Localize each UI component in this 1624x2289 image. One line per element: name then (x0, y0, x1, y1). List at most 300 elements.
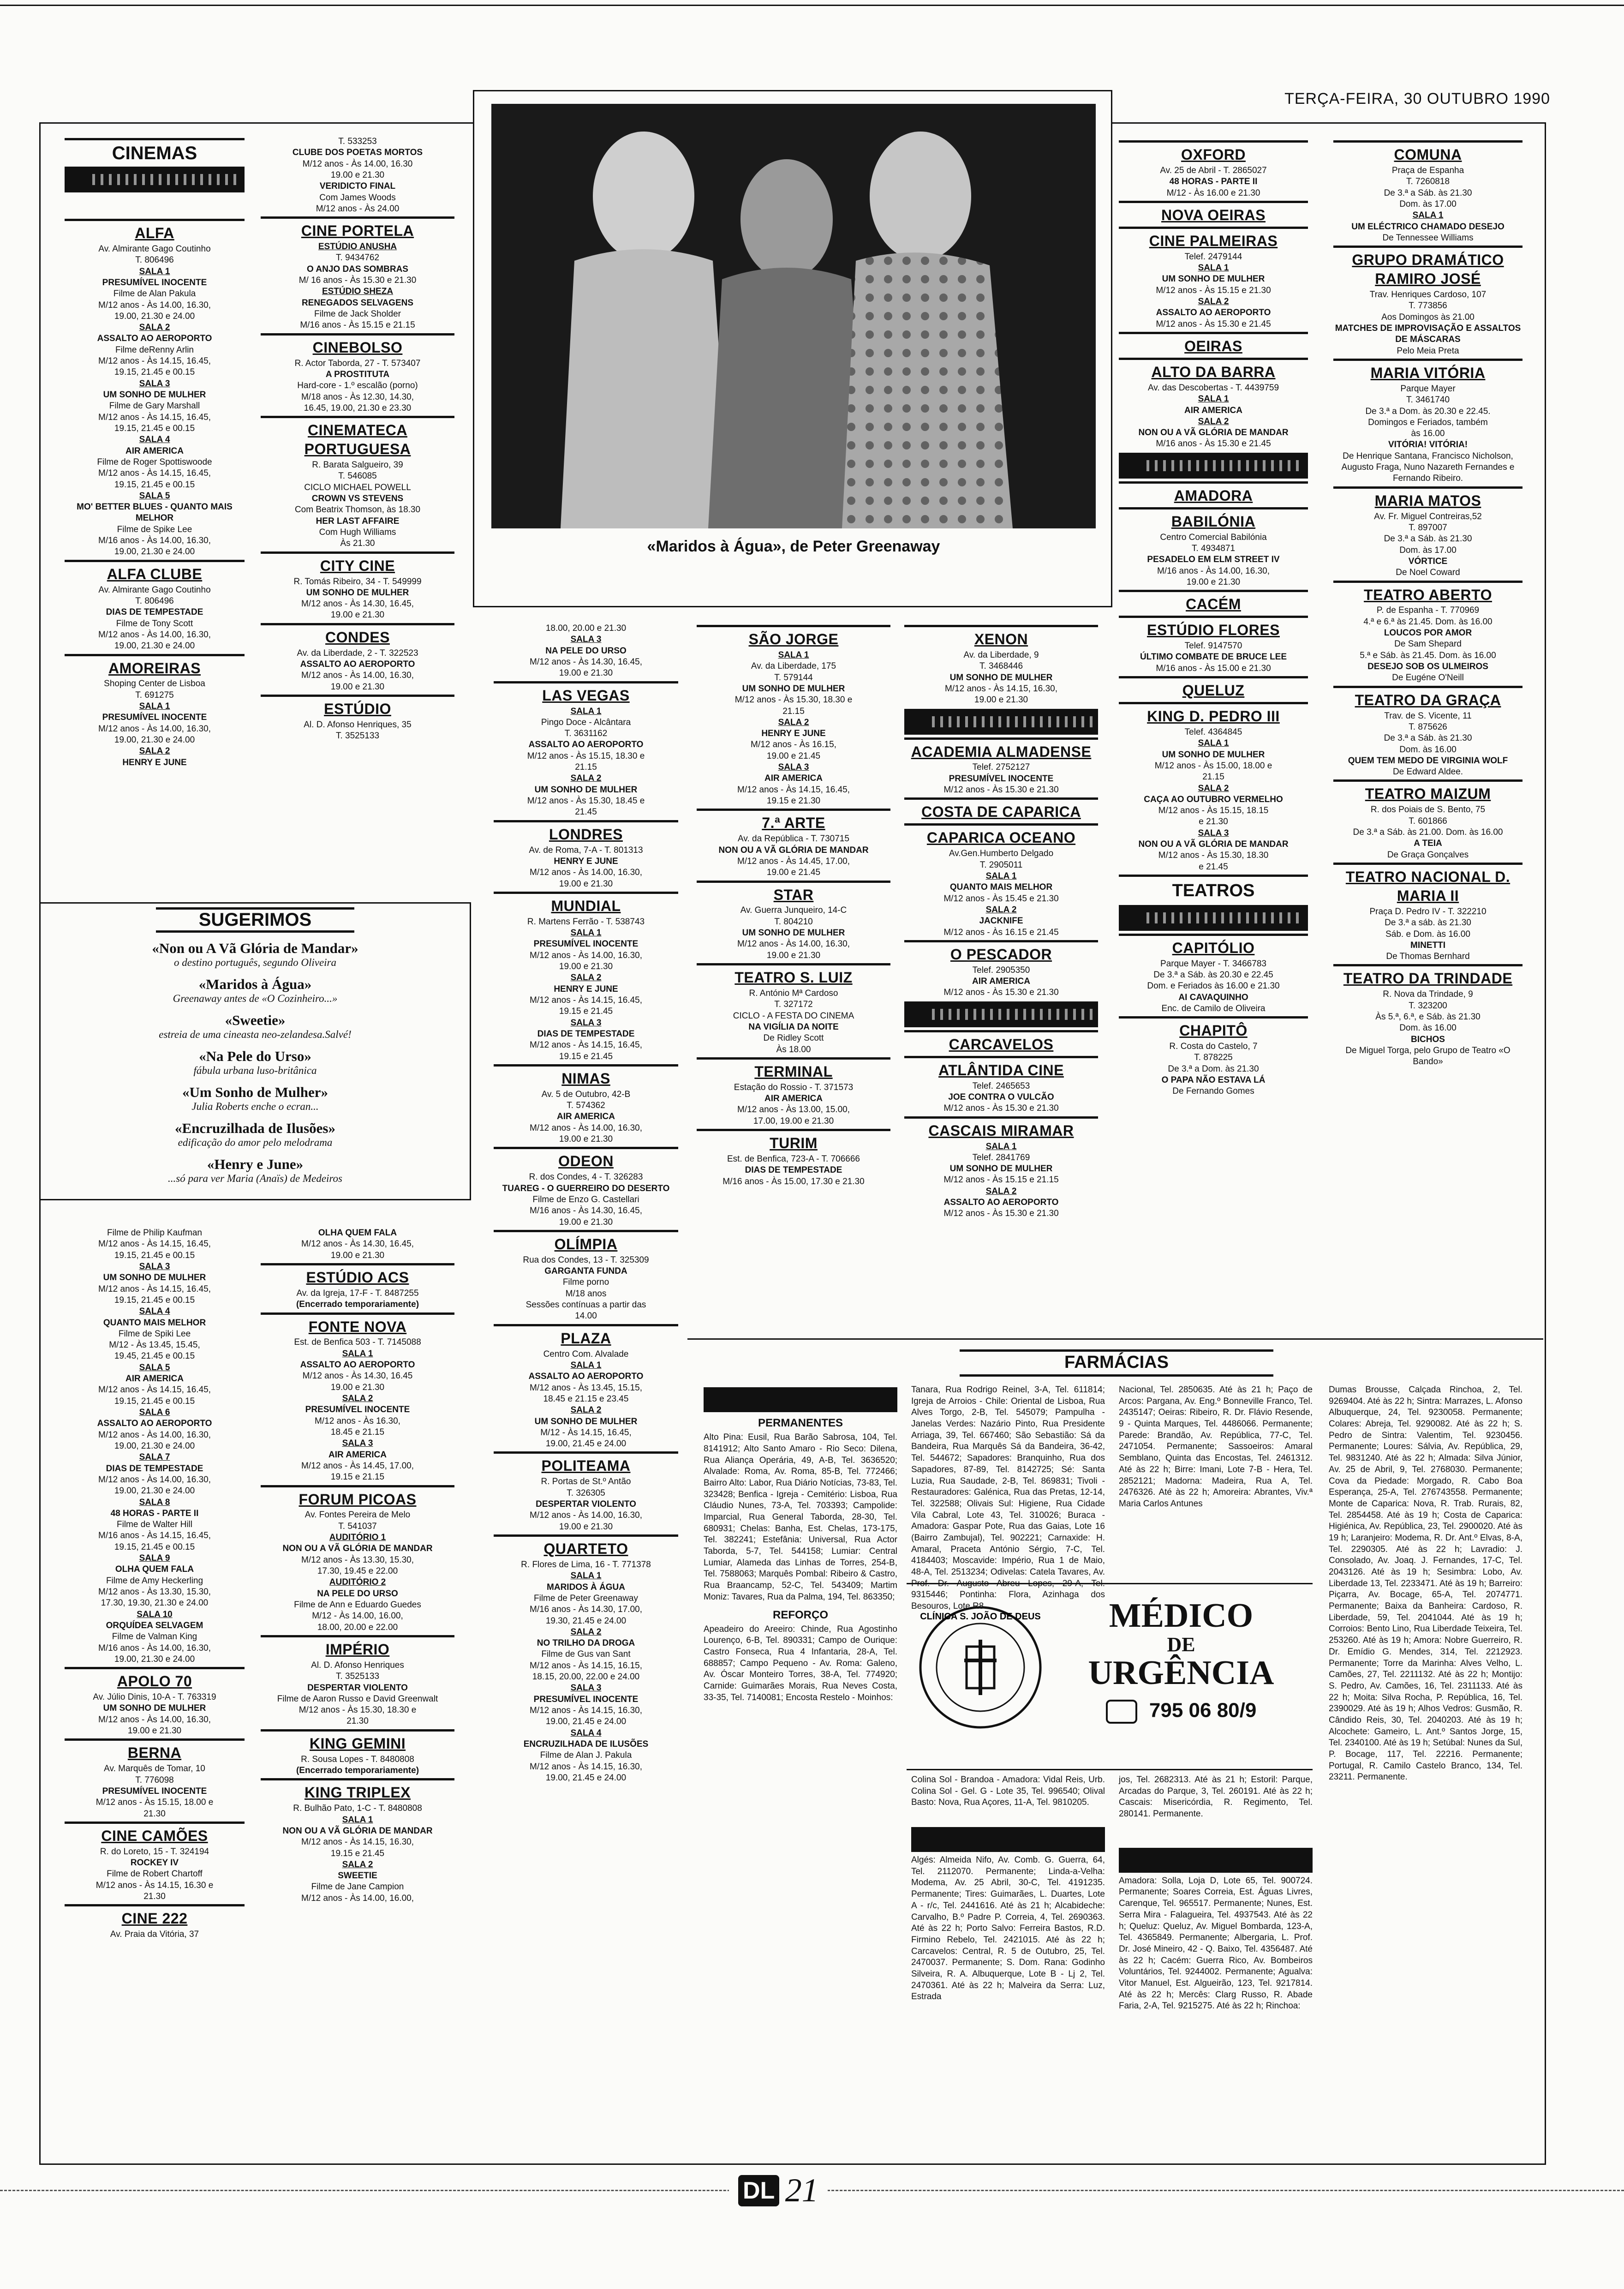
listing-detail: 19.15, 21.45 e 00.15 (114, 423, 195, 433)
title-text: AIR AMERICA (328, 1450, 387, 1460)
title-text: ÚLTIMO COMBATE DE BRUCE LEE (1140, 652, 1287, 662)
listing-detail: R. do Loreto, 15 - T. 324194 (100, 1846, 209, 1857)
venue-rule (261, 1312, 454, 1315)
listing-detail: Filme de Tony Scott (116, 618, 193, 629)
title-text: NON OU A VÃ GLÓRIA DE MANDAR (1138, 839, 1289, 850)
title-text: VERIDICTO FINAL (319, 181, 396, 192)
venue-name: TEATRO DA GRAÇA (1355, 691, 1501, 708)
venue-name: SÃO JORGE (748, 631, 839, 647)
listing-detail: Av. da Igreja, 17-F - T. 8487255 (296, 1288, 419, 1298)
title-text: NON OU A VÃ GLÓRIA DE MANDAR (1138, 428, 1289, 438)
venue-name: TURIM (770, 1135, 818, 1152)
listing-detail: M/12 anos - Às 14.00, 16.30, (530, 1123, 642, 1133)
room-label: SALA 2 (1198, 297, 1229, 307)
listing-detail: Av. da Liberdade, 9 (963, 650, 1039, 660)
title-text: DESEJO SOB OS ULMEIROS (1367, 662, 1488, 672)
cinema-column-7 (1333, 138, 1522, 1334)
listing-detail: M/12 anos - Às 15.15 e 21.15 (943, 1175, 1059, 1185)
venue-rule (261, 1635, 454, 1637)
listing-detail: De Tennessee Williams (1382, 233, 1474, 243)
title-text: ASSALTO AO AEROPORTO (528, 1372, 644, 1382)
venue-rule (65, 1822, 245, 1824)
sugerimos-box (39, 902, 471, 1200)
listing-detail: 19.00, 21.45 e 24.00 (545, 1439, 627, 1449)
listing-detail: M/12 anos - Às 24.00 (316, 204, 400, 214)
venue-rule (65, 1738, 245, 1741)
venue-name: KING GEMINI (309, 1735, 406, 1752)
listing-detail: M/12 anos - Às 14.00, 16.30, (98, 1714, 211, 1725)
venue-name: TEATRO NACIONAL D. MARIA II (1345, 869, 1511, 904)
title-text: NON OU A VÃ GLÓRIA DE MANDAR (282, 1544, 433, 1554)
sugerimos-title: SUGERIMOS (156, 907, 354, 933)
room-label: SALA 1 (1412, 210, 1444, 221)
listing-detail: M/12 anos - Às 15.30, 18.30 e (734, 695, 853, 705)
title-text: NA VIGÍLIA DA NOITE (748, 1022, 839, 1032)
venue-rule (65, 1904, 245, 1906)
venue-name: AMADORA (1174, 487, 1253, 504)
pharmacy-text-7: Algés: Almeida Nifo, Av. Comb. G. Guerra, 64, Tel. 2112070. Permanente; Linda-a-Velha: Modema, Av. 25 Abril, 30-C, Tel. 4191235. Permanente; Tires: Guimarães, L. Duartes, Lote A - r/c, Tel. 2441616. Até às 21 h; Alcabideche: Carvalho, B.º Padre P. Correia, 4, Tel. 2690363. Até às 22 h; Porto Salvo: Ferreira Bastos, R.D. Firmino Rebelo, Tel. 2421015. Até às 22 h; Carcavelos: Central, R. 5 de Outubro, 25, Tel. 2470037. Permanente; S. Dom. Rana: Godinho Silveira, R. A. Albuquerque, Lote B - Lj 2, Tel. 2470361. Até às 22 h; Malveira da Serra: Luz, Estrada (911, 1855, 1105, 2002)
title-text: CAÇA AO OUTUBRO VERMELHO (1144, 794, 1283, 804)
farmacias-header (960, 1348, 1273, 1378)
listing-detail: M/12 - Às 13.45, 15.45, (109, 1340, 200, 1350)
listing-detail: Domingos e Feriados, também (1368, 417, 1488, 427)
title-text: AIR AMERICA (125, 446, 184, 456)
venue-name: ACADEMIA ALMADENSE (911, 743, 1092, 760)
listing-detail: Al. D. Afonso Henriques, 35 (304, 719, 412, 730)
listing-detail: Enc. de Camilo de Oliveira (1161, 1003, 1266, 1013)
room-label: SALA 2 (570, 973, 602, 983)
listing-detail: M/12 anos - Às 14.00, 16.30, (98, 1474, 211, 1485)
listing-detail: 19.00 e 21.30 (330, 1250, 385, 1260)
listing-detail: R. Portas de St.º Antão (541, 1477, 631, 1487)
title-text: QUEM TEM MEDO DE VIRGINIA WOLF (1348, 755, 1508, 766)
title-text: NA PELE DO URSO (317, 1588, 398, 1599)
room-label: SALA 3 (570, 1683, 602, 1693)
listing-detail: CICLO - A FESTA DO CINEMA (733, 1011, 854, 1021)
title-text: (Encerrado temporariamente) (296, 1300, 419, 1310)
venue-rule (494, 1064, 678, 1067)
listing-detail: R. dos Poiais de S. Bento, 75 (1370, 805, 1486, 815)
listing-detail: T. 579144 (774, 672, 813, 683)
venue-rule (697, 963, 890, 965)
title-text: HER LAST AFFAIRE (316, 516, 400, 526)
listing-detail: 17.00, 19.00 e 21.30 (753, 1116, 834, 1126)
listing-detail: T. 776098 (135, 1775, 174, 1785)
venue-rule (261, 1263, 454, 1265)
venue-name: TEATRO DA TRINDADE (1343, 970, 1513, 987)
listing-detail: M/12 anos - Às 15.30, 18.30 (1158, 851, 1269, 861)
venue-rule (494, 892, 678, 894)
listing-detail: M/12 anos - Às 14.45, 17.00, (737, 856, 850, 866)
listing-detail: Sessões contínuas a partir das (525, 1300, 646, 1310)
title-text: MATCHES DE IMPROVISAÇÃO E ASSALTOS DE MÁSCARAS (1335, 323, 1523, 345)
listing-detail: Filme de Peter Greenaway (534, 1593, 638, 1603)
room-label: SALA 1 (342, 1815, 373, 1825)
title-text: ASSALTO AO AEROPORTO (300, 659, 415, 670)
title-text: VITÓRIA! VITÓRIA! (1388, 440, 1468, 450)
title-text: QUANTO MAIS MELHOR (949, 882, 1053, 893)
pharmacy-bar-2 (911, 1827, 1105, 1852)
room-label: SALA 3 (342, 1438, 373, 1449)
listing-detail: T. 533253 (338, 137, 377, 146)
listing-detail: 19.00, 21.30 e 24.00 (114, 1486, 195, 1496)
listing-detail: 21.15 (575, 762, 597, 773)
listing-detail: T. 323200 (1409, 1001, 1447, 1011)
venue-name: CINE CAMÕES (101, 1827, 208, 1844)
venue-name: CONDES (325, 629, 390, 646)
title-text: VÓRTICE (1408, 556, 1448, 566)
listing-detail: Filme de Roger Spottiswoode (97, 457, 212, 467)
title-text: NON OU A VÃ GLÓRIA DE MANDAR (282, 1826, 433, 1836)
title-text: GARGANTA FUNDA (544, 1266, 627, 1276)
listing-detail: 17.30, 19.30, 21.30 e 24.00 (101, 1598, 209, 1608)
venue-name: COSTA DE CAPARICA (921, 803, 1081, 821)
listing-detail: Shoping Center de Lisboa (104, 679, 205, 689)
title-text: DIAS DE TEMPESTADE (537, 1029, 635, 1039)
listing-detail: 19.00, 21.30 e 24.00 (114, 311, 195, 321)
venue-rule (904, 797, 1098, 800)
venue-rule (261, 623, 454, 625)
venue-name: OXFORD (1181, 146, 1246, 163)
listing-detail: T. 541037 (338, 1521, 377, 1531)
pharmacy-col-3 (1119, 1384, 1313, 1578)
listing-detail: 21.15 (1202, 772, 1224, 782)
title-text: UM SONHO DE MULHER (534, 785, 638, 795)
venue-rule (261, 1729, 454, 1732)
venue-name: ALFA CLUBE (107, 565, 203, 582)
title-text: BICHOS (1411, 1034, 1445, 1044)
venue-name: MARIA MATOS (1374, 492, 1481, 509)
venue-rule (1333, 486, 1522, 489)
listing-detail: Dom. às 17.00 (1399, 199, 1457, 209)
title-text: PRESUMÍVEL INOCENTE (305, 1405, 410, 1415)
listing-detail: CICLO MICHAEL POWELL (304, 482, 411, 492)
listing-detail: M/12 anos - Às 14.30, 16.45, (301, 1239, 414, 1249)
listing-detail: Pelo Meia Preta (1397, 346, 1459, 356)
room-label: SALA 1 (1198, 738, 1229, 749)
listing-detail: 19.00 e 21.30 (330, 682, 385, 692)
venue-rule (904, 737, 1098, 740)
room-label: SALA 2 (1198, 416, 1229, 426)
section-bar (904, 1001, 1098, 1027)
listing-detail: M/12 - Às 14.00, 16.00, (312, 1611, 403, 1621)
listing-detail: T. 773856 (1409, 301, 1447, 311)
listing-detail: De 3.ª a Sáb. às 21.30 (1384, 534, 1472, 544)
listing-detail: Estação do Rossio - T. 371573 (734, 1082, 854, 1092)
pharmacy-col-2b (911, 1774, 1105, 2144)
venue-rule (904, 940, 1098, 942)
room-label: SALA 4 (570, 1728, 602, 1738)
listing-detail: Sáb. e Dom. às 16.00 (1385, 929, 1470, 939)
listing-detail: M/12 anos - Às 15.30, 18.30 e (299, 1705, 417, 1715)
listing-detail: Rua dos Condes, 13 - T. 325309 (523, 1255, 649, 1265)
listing-detail: Filme de Jane Campion (311, 1882, 404, 1892)
listing-detail: 21.30 (346, 1716, 369, 1726)
venue-rule (904, 1056, 1098, 1058)
listing-detail: R. dos Condes, 4 - T. 326283 (529, 1172, 643, 1182)
film-still-figures (491, 104, 1096, 528)
listing-detail: Filme de Alan J. Pakula (540, 1750, 632, 1761)
listing-detail: De Graça Gonçalves (1387, 850, 1469, 860)
medico-phone: 795 06 80/9 (1149, 1699, 1257, 1722)
title-text: UM SONHO DE MULHER (949, 672, 1053, 683)
venue-name: LONDRES (549, 826, 623, 843)
listing-detail: Filme de Amy Heckerling (106, 1576, 203, 1586)
venue-name: 7.ª ARTE (762, 815, 825, 832)
venue-rule (494, 1324, 678, 1326)
venue-rule (1333, 581, 1522, 583)
listing-detail: 19.00 e 21.30 (559, 962, 613, 972)
title-text: DIAS DE TEMPESTADE (106, 1463, 203, 1474)
medico-line-3: URGÊNCIA (1088, 1654, 1274, 1692)
footer-logo: DL (738, 2175, 779, 2206)
listing-detail: R. Barata Salgueiro, 39 (312, 460, 403, 470)
listing-detail: 19.00, 21.30 e 24.00 (114, 1441, 195, 1451)
venue-rule (697, 881, 890, 883)
listing-detail: M/12 anos - Às 15.30 e 21.30 (943, 988, 1059, 998)
listing-detail: M/18 anos - Às 12.30, 14.30, (301, 392, 414, 402)
listing-detail: 19.15 e 21.45 (559, 1051, 613, 1061)
venue-name: ALFA (135, 225, 174, 241)
listing-detail: T. 7260818 (1406, 177, 1450, 187)
venue-rule (1119, 934, 1308, 936)
listing-detail: Filme de Aaron Russo e David Greenwalt (277, 1694, 438, 1704)
venue-rule (1119, 590, 1308, 592)
room-label: SALA 3 (1198, 828, 1229, 838)
room-label: SALA 1 (1198, 394, 1229, 404)
listing-detail: Filme de Walter Hill (117, 1520, 192, 1530)
listing-detail: Av. Praia da Vitória, 37 (110, 1929, 199, 1940)
venue-rule (1119, 676, 1308, 678)
cinema-column-1b (65, 1228, 245, 2141)
venue-rule (261, 416, 454, 418)
listing-detail: 19.15 e 21.15 (330, 1472, 385, 1482)
listing-detail: T. 4934871 (1191, 543, 1236, 553)
page-date: TERÇA-FEIRA, 30 OUTUBRO 1990 (1284, 90, 1550, 108)
listing-detail: M/16 anos - Às 14.30, 17.00, (530, 1605, 642, 1615)
listing-detail: M/16 anos - Às 15.00 e 21.30 (1156, 663, 1271, 673)
venue-name: APOLO 70 (117, 1673, 192, 1690)
listing-detail: M/12 anos - Às 14.15, 16.30, (530, 1762, 642, 1772)
venue-name: AMOREIRAS (108, 659, 201, 677)
listing-detail: M/12 anos - Às 14.15, 16.45, (98, 468, 211, 479)
title-text: UM SONHO DE MULHER (103, 390, 206, 400)
listing-detail: R. Bulhão Pato, 1-C - T. 8480808 (293, 1804, 422, 1814)
cinemas-title: CINEMAS (112, 143, 197, 163)
title-text: O PAPA NÃO ESTAVA LÁ (1161, 1075, 1266, 1085)
listing-detail: 19.00 e 21.45 (766, 868, 821, 878)
listing-detail: T. 574362 (567, 1101, 605, 1111)
listing-detail: M/12 anos - Às 14.00, 16.30, (530, 868, 642, 878)
listing-detail: M/12 anos - Às 14.00, 16.30, (530, 950, 642, 960)
listing-detail: 18.45 e 21.15 e 23.45 (543, 1394, 629, 1404)
listing-detail: De Thomas Bernhard (1386, 952, 1470, 962)
venue-rule (261, 1778, 454, 1780)
venue-name: NOVA OEIRAS (1161, 206, 1266, 223)
room-label: SALA 2 (570, 1627, 602, 1637)
listing-detail: 19.00, 21.30 e 24.00 (114, 547, 195, 557)
listing-detail: e 21.45 (1199, 862, 1228, 872)
listing-detail: Trav. de S. Vicente, 11 (1384, 711, 1472, 721)
cinema-column-3 (494, 623, 678, 2141)
title-text: ASSALTO AO AEROPORTO (943, 1198, 1059, 1208)
room-label: SALA 5 (139, 491, 170, 501)
title-text: LOUCOS POR AMOR (1384, 628, 1472, 638)
listing-detail: Filme de Gary Marshall (109, 401, 200, 411)
listing-detail: Av. da República - T. 730715 (738, 834, 849, 844)
listing-detail: 19.00 e 21.30 (330, 1382, 385, 1392)
title-text: O ANJO DAS SOMBRAS (307, 264, 408, 274)
listing-detail: De Ridley Scott (763, 1033, 824, 1043)
title-text: PRESUMÍVEL INOCENTE (949, 773, 1054, 784)
listing-detail: T. 804210 (774, 917, 813, 927)
listing-detail: Com Hugh Williams (319, 527, 396, 537)
room-label: SALA 6 (139, 1408, 170, 1417)
venue-name: ODEON (558, 1153, 614, 1170)
pharmacy-text-6: jos, Tel. 2682313. Até às 21 h; Estoril: Parque, Arcadas do Parque, 3, Tel. 260191. Até às 22 h; Cascais: Misericórdia, R. Regimento, Tel. 280141. Permanente. (1119, 1775, 1313, 1819)
room-label: SALA 1 (342, 1348, 373, 1359)
listing-detail: Telef. 2465653 (972, 1081, 1030, 1091)
title-text: PRESUMÍVEL INOCENTE (102, 713, 207, 723)
listing-detail: Dom. às 16.00 (1399, 1023, 1457, 1033)
venue-name: CAPARICA OCEANO (926, 829, 1076, 846)
pharmacy-text-3: Nacional, Tel. 2850635. Até às 21 h; Paço de Arcos: Pargana, Av. Eng.º Bonneville Franco, Tel. 2435147; Oeiras: Ribeiro, R. Dr. Flávio Resende, 9 - Quinta Marques, Tel. 4486066. Permanente; Parede: Brandão, Av. República, 77-C, Tel. 2471054. Permanente; Sassoeiros: Amaral Semblano, Quinta das Encostas, Tel. 2461312. Até às 22 h; Birre: Imani, Lote 7-B - Hera, Tel. 2852121; Madorna: Madeira, Rua A, Tel. 2476326. Até às 22 h; Amoreira: Abrantes, Viv.ª Maria Carlos Antunes (1119, 1385, 1313, 1509)
room-label: SALA 1 (570, 1571, 602, 1581)
title-text: UM SONHO DE MULHER (1162, 274, 1265, 284)
listing-detail: 19.00, 21.30 e 24.00 (114, 735, 195, 745)
listing-detail: Aos Domingos às 21.00 (1381, 312, 1475, 322)
suggestion-description: o destino português, segundo Oliveira (174, 957, 336, 968)
venue-rule (1119, 1016, 1308, 1019)
venue-name: FONTE NOVA (308, 1318, 407, 1335)
venue-rule (261, 333, 454, 336)
listing-detail: M/16 anos - Às 15.30 e 21.45 (1156, 439, 1271, 449)
listing-detail: M/12 anos - Às 14.15, 16.45, (98, 412, 211, 422)
cinema-column-1 (65, 217, 245, 872)
listing-detail: M/12 anos - Às 14.00, 16.30, (98, 300, 211, 310)
venue-rule (904, 823, 1098, 826)
clinic-seal-logo (916, 1603, 1045, 1732)
listing-detail: 19.00 e 21.30 (559, 1217, 613, 1227)
title-text: MO' BETTER BLUES - QUANTO MAIS MELHOR (77, 502, 235, 523)
listing-detail: Av. Almirante Gago Coutinho (98, 585, 211, 595)
title-text: JOE CONTRA O VULCÃO (948, 1092, 1054, 1102)
listing-detail: Parque Mayer - T. 3466783 (1160, 959, 1266, 969)
section-bar (904, 709, 1098, 735)
listing-detail: De 3.ª a Dom. às 21.30 (1168, 1064, 1259, 1074)
pharmacy-bar-3 (1119, 1848, 1313, 1873)
top-rule (0, 5, 1624, 6)
listing-detail: M/12 anos - Às 14.00, 16.00, (301, 1893, 414, 1903)
listing-detail: De Miguel Torga, pelo Grupo de Teatro «O Bando» (1345, 1045, 1513, 1067)
listing-detail: M/12 anos - Às 14.15, 16.45, (98, 1385, 211, 1395)
listing-detail: às 16.00 (1411, 429, 1445, 439)
listing-detail: M/12 anos - Às 14.00, 16.30, (98, 1430, 211, 1440)
venue-rule (1119, 201, 1308, 203)
title-text: DIAS DE TEMPESTADE (106, 607, 203, 617)
room-label: SALA 2 (139, 746, 170, 756)
listing-detail: 4.ª e 6.ª às 21.45. Dom. às 16.00 (1363, 617, 1493, 627)
venue-name: IMPÉRIO (325, 1641, 390, 1658)
venue-name: ESTÚDIO FLORES (1147, 622, 1280, 639)
listing-detail: M/12 anos - Às 14.15, 16.45, (98, 356, 211, 366)
listing-detail: 19.15, 21.45 e 00.15 (114, 1542, 195, 1552)
listing-detail: 18.00, 20.00 e 21.30 (545, 623, 627, 633)
listing-detail: Telef. 4364845 (1184, 727, 1242, 737)
venue-name: COMUNA (1394, 146, 1462, 163)
listing-detail: M/12 anos - Às 14.15, 16.45, (737, 785, 850, 795)
clinic-seal-text: CLÍNICA S. JOÃO DE DEUS (920, 1612, 1041, 1622)
listing-detail: M/12 anos - Às 15.30 e 21.30 (943, 785, 1059, 795)
listing-detail: Filme de Ann e Eduardo Guedes (294, 1600, 421, 1610)
listing-detail: 19.15 e 21.45 (330, 1848, 385, 1858)
venue-rule (697, 809, 890, 811)
listing-detail: M/12 anos - Às 14.30, 16.45 (302, 1371, 413, 1381)
listing-detail: M/12 anos - Às 14.00, 16.30, (98, 724, 211, 734)
venue-name: MARIA VITÓRIA (1370, 364, 1486, 381)
room-label: SALA 4 (139, 435, 170, 445)
page-number: 21 (785, 2172, 818, 2209)
room-label: SALA 1 (139, 266, 170, 276)
venue-name: XENON (974, 631, 1028, 647)
title-text: TUAREG - O GUERREIRO DO DESERTO (502, 1183, 670, 1193)
venue-rule (65, 219, 245, 221)
venue-name: TEATRO MAIZUM (1365, 785, 1491, 803)
listing-detail: T. 806496 (135, 596, 174, 606)
listing-detail: Av. Guerra Junqueiro, 14-C (740, 905, 847, 916)
venue-rule (261, 551, 454, 554)
listing-detail: Dom. às 17.00 (1399, 545, 1457, 555)
listing-detail: T. 897007 (1409, 522, 1447, 533)
title-text: OLHA QUEM FALA (115, 1564, 194, 1575)
listing-detail: M/12 anos - Às 13.00, 15.00, (737, 1105, 850, 1115)
listing-detail: Filme de Jack Sholder (314, 309, 401, 319)
listing-detail: Com James Woods (319, 192, 396, 203)
listing-detail: M/18 anos (565, 1288, 607, 1299)
title-text: MINETTI (1410, 940, 1445, 950)
listing-detail: Às 5.ª, 6.ª, e Sáb. às 21.30 (1375, 1012, 1481, 1022)
pharmacy-text-4: Dumas Brousse, Calçada Rinchoa, 2, Tel. 9269404. Até às 22 h; Sintra: Marrazes, L. Afonso Albuquerque, 24, Tel. 9230058. Permanente; Colares: Abreja, Tel. 9290082. Até às 22 h; S. Pedro de Sintra: Valentim, Tel. 9230456. Permanente; Loures: Sálvia, Av. República, 29, Tel. 9831240. Até às 22 h; Almada: Silva Júnior, Av. 25 de Abril, 9, Tel. 2768030. Permanente; Cova da Piedade: Morgado, R. Cabo Boa Esperança, 25-A, Tel. 276743558. Permanente; Monte de Caparica: Nova, R. Trab. Rurais, 82, Tel. 2854458. Até às 19 h; Costa de Caparica: Higiénica, Av. República, 23, Tel. 2900020. Até às 19 h; Laranjeiro: Modema, R. Dr. Ant.º Elvas, 8-A, Tel. 2290305. Até às 22 h; Lavradio: J. Consolado, Av. Joaq. J. Fernandes, 17-C, Tel. 2043126. Até às 19 h; Sesimbra: Lobo, Av. Liberdade 13, Tel. 2233471. Até às 19 h; Barreiro: Piçarra, Av. Bocage, 65-A, Tel. 2074771. Permanente; Baixa da Banheira: Cardoso, R. Liberdade, 59, Tel. 2041044. Até às 19 h; Corroios: Bento Lino, Rua Liberdade Teixeira, Tel. 253260. Até às 19 h; Amora: Nobre Guerreiro, R. Dr. Emídio G. Mendes, 314, Tel. 2212923. Permanente; Torre da Marinha: Alves Velho, L. Camões, 27, Tel. 2211132. Até às 22 h; Montijo: S. Pedro, Av. Camões, 16, Tel. 2311133. Até às 22 h; Moita: Silva Rocha, P. República, 16, Tel. 2390029. Até às 19 h; Alhos Vedros: Gusmão, R. Cândido Reis, 30, Tel. 2040203. Até às 19 h; Alcochete: Gameiro, L. Ant.º Santos Jorge, 15, Tel. 2340100. Até às 19 h; Setúbal: Nunes da Sul, P. Bocage, 117, Tel. 22216. Permanente; Portugal, R. Camilo Castelo Branco, 134, Tel. 23211. Permanente. (1329, 1385, 1522, 1782)
suggestion-title: «Maridos à Água» (198, 976, 312, 992)
venue-name: CHAPITÔ (1179, 1022, 1248, 1039)
listing-detail: Est. de Benfica 503 - T. 7145088 (294, 1337, 421, 1348)
listing-detail: Telef. 2905350 (972, 965, 1030, 975)
venue-rule (1119, 481, 1308, 484)
listing-detail: T. 326305 (567, 1488, 605, 1498)
title-text: (Encerrado temporariamente) (296, 1766, 419, 1776)
sugerimos-list (41, 940, 470, 1185)
room-label: SALA 2 (139, 323, 170, 333)
listing-detail: T. 546085 (338, 471, 377, 481)
listing-detail: T. 806496 (135, 255, 174, 265)
listing-detail: Filme porno (562, 1277, 609, 1288)
venue-rule (494, 1534, 678, 1537)
listing-detail: T. 327172 (774, 1000, 813, 1010)
venue-rule (494, 1147, 678, 1149)
farmacias-title: FARMÁCIAS (1064, 1353, 1169, 1372)
suggestion-title: «Na Pele do Urso» (199, 1048, 311, 1064)
listing-detail: T. 601866 (1409, 816, 1447, 826)
listing-detail: M/12 anos - Às 14.00, 16.30, (530, 1510, 642, 1521)
listing-detail: 19.00 e 21.30 (330, 610, 385, 620)
venue-rule (904, 1116, 1098, 1119)
title-text: DESPERTAR VIOLENTO (536, 1499, 636, 1510)
suggestion-title: «Um Sonho de Mulher» (182, 1084, 328, 1100)
pharmacy-col-3b (1119, 1774, 1313, 2144)
venue-rule (1333, 686, 1522, 688)
phone-icon (1106, 1700, 1137, 1724)
title-text: HENRY E JUNE (122, 757, 187, 767)
